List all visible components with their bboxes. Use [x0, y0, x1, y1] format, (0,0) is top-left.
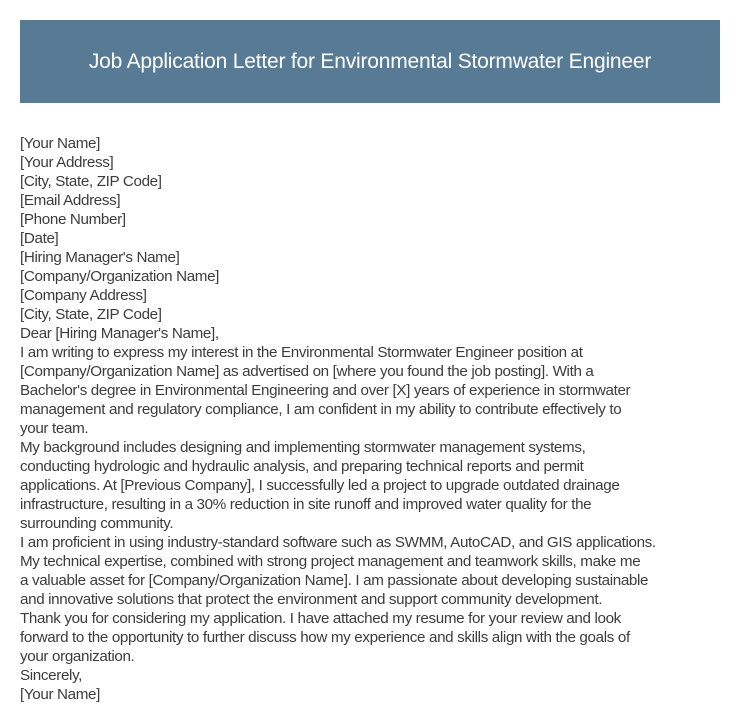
paragraph-line: surrounding community.: [20, 515, 174, 532]
sender-block: [20, 134, 735, 229]
paragraph-introduction: [20, 343, 735, 438]
paragraph-skills: [20, 533, 735, 609]
recipient-address: [Company Address]: [20, 287, 147, 304]
paragraph-closing: [20, 609, 735, 666]
paragraph-line: applications. At [Previous Company], I successfully led a project to upgrade outdated drainage: [20, 477, 620, 494]
paragraph-line: Thank you for considering my application. I have attached my resume for your review and look: [20, 610, 621, 627]
paragraph-line: a valuable asset for [Company/Organization Name]. I am passionate about developing sustainable: [20, 572, 649, 589]
paragraph-line: forward to the opportunity to further discuss how my experience and skills align with the goals of: [20, 629, 630, 646]
letter-title-banner: [20, 20, 720, 103]
closing: Sincerely,: [20, 667, 83, 684]
recipient-name: [Hiring Manager's Name]: [20, 249, 180, 266]
sender-phone: [Phone Number]: [20, 211, 126, 228]
paragraph-line: My background includes designing and implementing stormwater management systems,: [20, 439, 586, 456]
sender-email: [Email Address]: [20, 192, 121, 209]
paragraph-line: and innovative solutions that protect the environment and support community development.: [20, 591, 603, 608]
letter-body: [20, 134, 735, 704]
sender-city-state-zip: [City, State, ZIP Code]: [20, 173, 162, 190]
recipient-company: [Company/Organization Name]: [20, 268, 220, 285]
paragraph-line: [Company/Organization Name] as advertised on [where you found the job posting]. With a: [20, 363, 594, 380]
paragraph-background: [20, 438, 735, 533]
recipient-block: [20, 248, 735, 324]
paragraph-line: your organization.: [20, 648, 135, 665]
paragraph-line: infrastructure, resulting in a 30% reduction in site runoff and improved water quality for the: [20, 496, 592, 513]
page-title: Job Application Letter for Environmental Stormwater Engineer: [88, 49, 652, 73]
paragraph-line: your team.: [20, 420, 89, 437]
sender-name: [Your Name]: [20, 135, 101, 152]
signature: [Your Name]: [20, 686, 101, 703]
letter-date: [Date]: [20, 230, 59, 247]
paragraph-line: I am writing to express my interest in the Environmental Stormwater Engineer position at: [20, 344, 583, 361]
recipient-city-state-zip: [City, State, ZIP Code]: [20, 306, 162, 323]
sender-address: [Your Address]: [20, 154, 114, 171]
paragraph-line: conducting hydrologic and hydraulic analysis, and preparing technical reports and permit: [20, 458, 584, 475]
paragraph-line: management and regulatory compliance, I am confident in my ability to contribute effectively to: [20, 401, 622, 418]
paragraph-line: My technical expertise, combined with strong project management and teamwork skills, make me: [20, 553, 641, 570]
paragraph-line: I am proficient in using industry-standard software such as SWMM, AutoCAD, and GIS applications.: [20, 534, 656, 551]
paragraph-line: Bachelor's degree in Environmental Engineering and over [X] years of experience in stormwater: [20, 382, 631, 399]
salutation: Dear [Hiring Manager's Name],: [20, 325, 219, 342]
